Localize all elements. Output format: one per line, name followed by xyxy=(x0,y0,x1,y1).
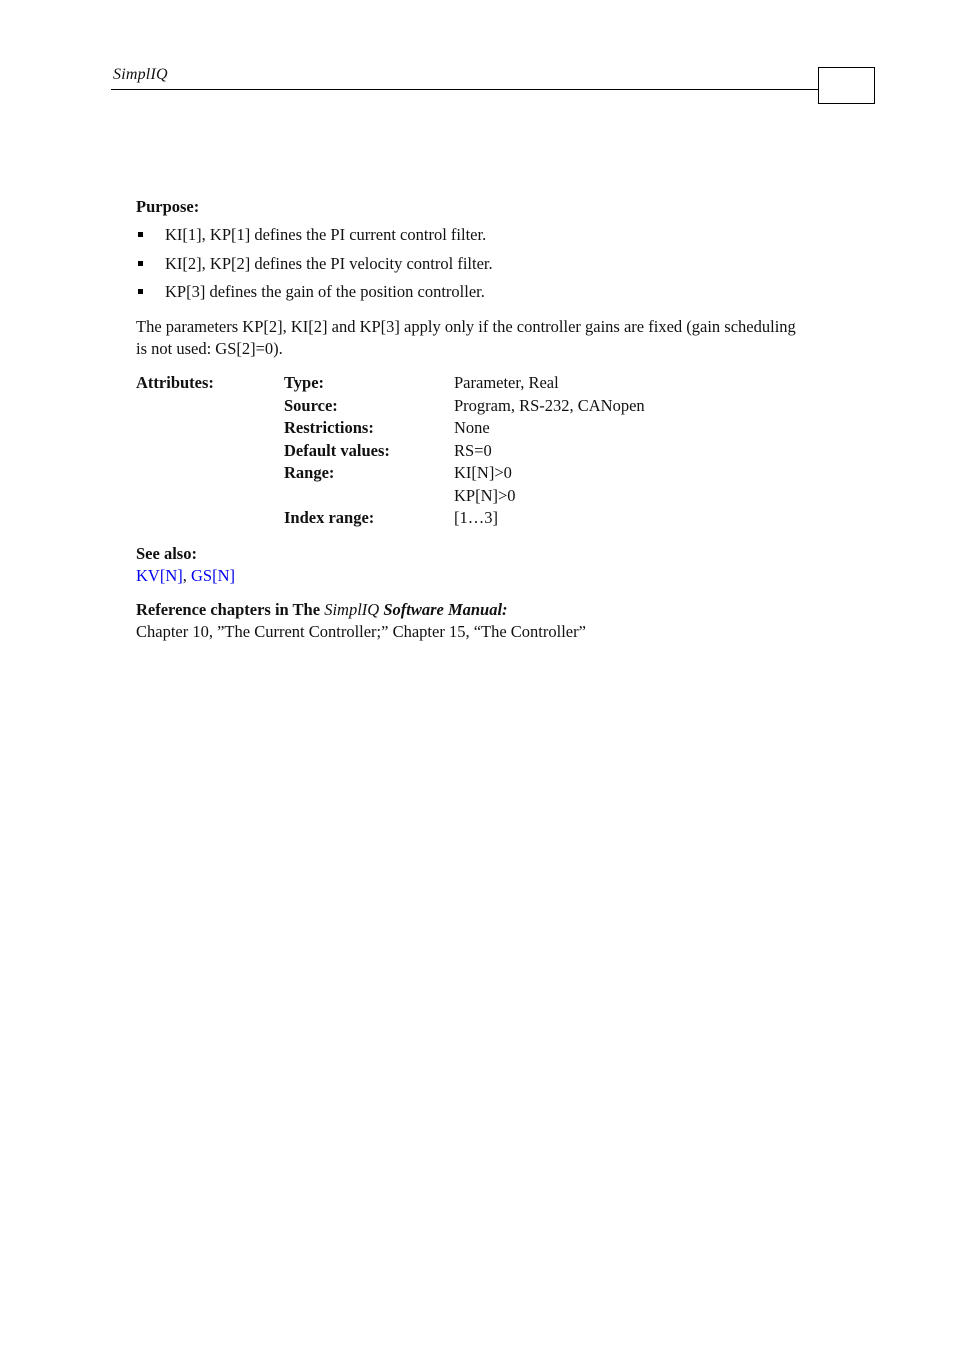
link-separator: , xyxy=(182,565,191,585)
reference-text: Chapter 10, ”The Current Controller;” Chapter 15, “The Controller” xyxy=(136,621,586,641)
link-kv[interactable]: KV[N] xyxy=(136,565,183,585)
reference-section xyxy=(136,599,816,643)
attribute-label: Default values: xyxy=(284,440,390,460)
attribute-label: Type: xyxy=(284,373,325,392)
attribute-label: Restrictions: xyxy=(284,418,374,437)
list-item xyxy=(136,281,816,303)
square-bullet-icon xyxy=(138,232,143,237)
purpose-note: The parameters KP[2], KI[2] and KP[3] apply only if the controller gains are fixed (gain scheduling is not used: GS[2]=0). xyxy=(136,317,796,358)
bullet-text: KI[1], KP[1] defines the PI current control filter. xyxy=(165,225,487,244)
table-row xyxy=(136,462,754,485)
list-item xyxy=(136,253,816,275)
table-row xyxy=(136,507,754,530)
attribute-value: None xyxy=(454,418,490,437)
table-row xyxy=(136,395,754,418)
attribute-value: [1…3] xyxy=(454,508,498,527)
attribute-value: Parameter, Real xyxy=(454,373,559,392)
header-brand: SimplIQ xyxy=(113,66,168,83)
purpose-bullet-list xyxy=(136,224,816,303)
link-gs[interactable]: GS[N] xyxy=(191,565,235,585)
table-row xyxy=(136,417,754,440)
attributes-table xyxy=(136,372,754,530)
table-row xyxy=(136,372,754,395)
see-also-section xyxy=(136,543,816,587)
reference-heading-prefix: Reference chapters in The xyxy=(136,599,325,619)
table-row xyxy=(136,440,754,463)
square-bullet-icon xyxy=(138,289,143,294)
attribute-label: Source: xyxy=(284,395,338,415)
bullet-text: KP[3] defines the gain of the position controller. xyxy=(165,282,485,301)
see-also-heading: See also: xyxy=(136,543,197,563)
list-item xyxy=(136,224,816,246)
page-number-box xyxy=(818,67,875,104)
attribute-value: RS=0 xyxy=(454,440,492,460)
attribute-label: Index range: xyxy=(284,508,375,527)
reference-heading-suffix: Software Manual: xyxy=(379,599,508,619)
document-body xyxy=(136,196,816,643)
reference-heading xyxy=(136,599,816,621)
square-bullet-icon xyxy=(138,261,143,266)
purpose-heading: Purpose: xyxy=(136,197,200,216)
bullet-text: KI[2], KP[2] defines the PI velocity control filter. xyxy=(165,253,493,273)
attribute-value: KI[N]>0 xyxy=(454,463,512,482)
reference-heading-brand: SimplIQ xyxy=(324,599,380,619)
attribute-value: KP[N]>0 xyxy=(454,485,516,505)
see-also-links xyxy=(136,565,816,587)
attribute-value: Program, RS-232, CANopen xyxy=(454,395,645,415)
attribute-label xyxy=(284,485,454,508)
table-row xyxy=(136,485,754,508)
attribute-label: Range: xyxy=(284,463,335,482)
header-rule xyxy=(111,89,819,90)
attributes-heading: Attributes: xyxy=(136,373,214,392)
